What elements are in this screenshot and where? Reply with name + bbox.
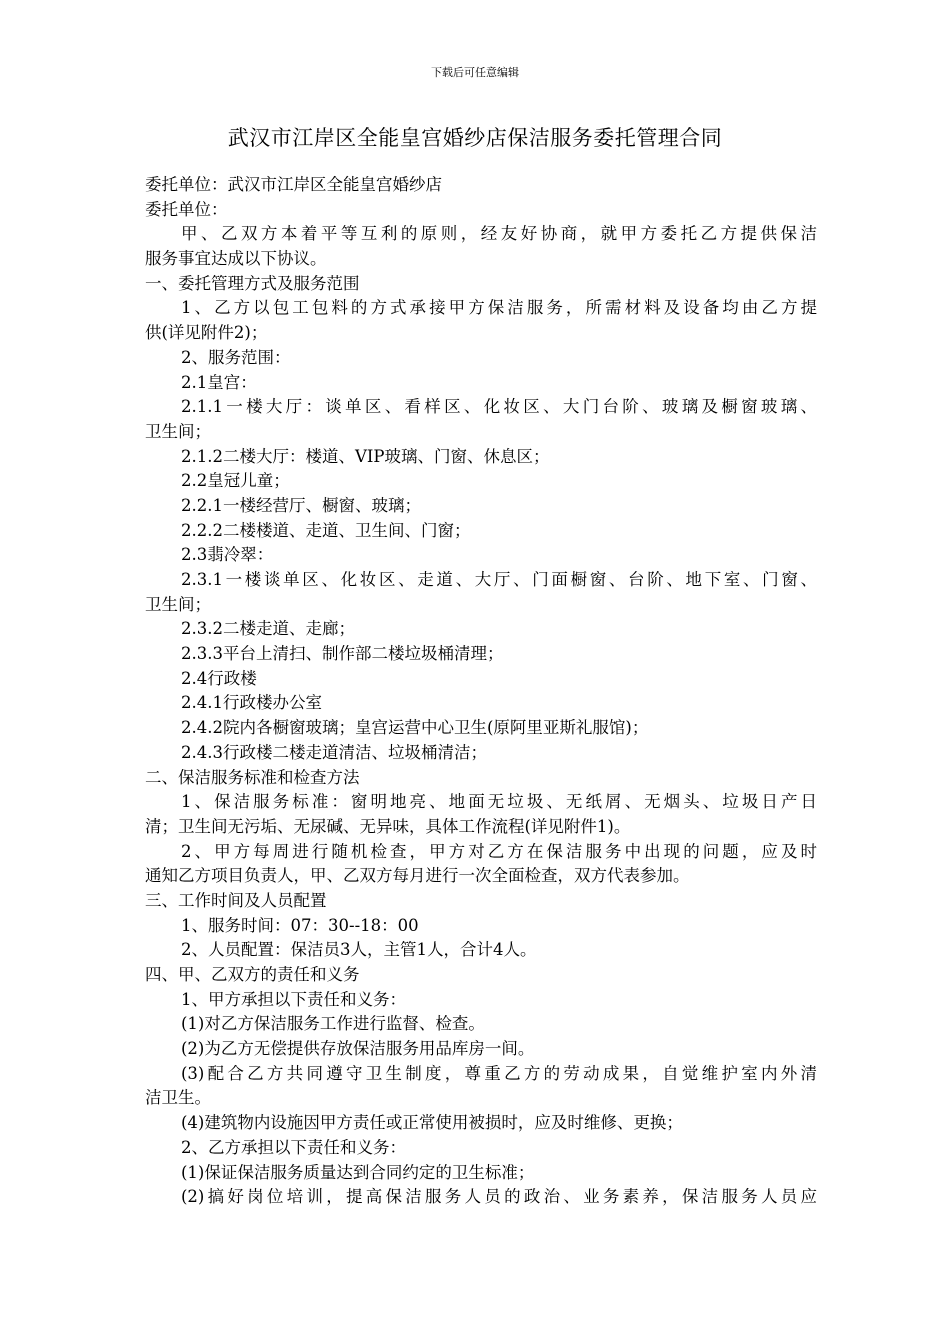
text-line: 委托单位： [145,199,228,219]
document-body [145,173,817,1210]
text-line: 清；卫生间无污垢、无尿碱、无异味，具体工作流程(详见附件1)。 [145,816,631,836]
text-line: 2.2.2二楼楼道、走道、卫生间、门窗； [181,520,471,540]
text-line: 供(详见附件2)； [145,323,268,343]
text-line: 2.4.2院内各橱窗玻璃；皇宫运营中心卫生(原阿里亚斯礼服馆)； [181,718,649,738]
section-heading: 三、工作时间及人员配置 [145,890,327,910]
text-line: 卫生间； [145,594,211,614]
header-note: 下载后可任意编辑 [431,66,519,79]
text-line: 2.3.3平台上清扫、制作部二楼垃圾桶清理； [181,644,504,664]
text-line: 2.1.1一楼大厅：谈单区、看样区、化妆区、大门台阶、玻璃及橱窗玻璃、 [181,397,817,417]
text-line: 1、服务时间：07：30--18：00 [181,915,419,935]
text-line: 1、乙方以包工包料的方式承接甲方保洁服务，所需材料及设备均由乙方提 [181,298,817,318]
text-line: 2.3翡冷翠： [181,545,274,565]
text-line: 通知乙方项目负责人，甲、乙双方每月进行一次全面检查，双方代表参加。 [145,866,690,886]
section-heading: 二、保洁服务标准和检查方法 [145,767,360,787]
text-line: (2)搞好岗位培训，提高保洁服务人员的政治、业务素养，保洁服务人员应 [181,1187,817,1207]
text-line: 2.1皇宫： [181,372,257,392]
text-line: 2.2.1一楼经营厅、橱窗、玻璃； [181,495,421,515]
text-line: (4)建筑物内设施因甲方责任或正常使用被损时，应及时维修、更换； [181,1113,683,1133]
text-line: 2.4行政楼 [181,668,257,688]
text-line: 2.1.2二楼大厅：楼道、VIP玻璃、门窗、休息区； [181,446,550,466]
text-line: 委托单位：武汉市江岸区全能皇宫婚纱店 [145,175,442,194]
text-line: 2、甲方每周进行随机检查，甲方对乙方在保洁服务中出现的问题，应及时 [181,841,817,861]
text-line: 服务事宜达成以下协议。 [145,249,327,269]
text-line: 甲、乙双方本着平等互利的原则，经友好协商，就甲方委托乙方提供保洁 [181,224,817,244]
section-heading: 四、甲、乙双方的责任和义务 [145,965,360,984]
text-line: (1)对乙方保洁服务工作进行监督、检查。 [181,1014,485,1034]
text-line: 洁卫生。 [145,1088,211,1108]
section-heading: 一、委托管理方式及服务范围 [145,273,360,293]
text-line: (3)配合乙方共同遵守卫生制度，尊重乙方的劳动成果，自觉维护室内外清 [181,1063,817,1083]
text-line: (2)为乙方无偿提供存放保洁服务用品库房一间。 [181,1039,535,1059]
text-line: 2.3.2二楼走道、走廊； [181,619,355,639]
text-line: 2.4.1行政楼办公室 [181,693,322,713]
text-line: 2.3.1一楼谈单区、化妆区、走道、大厅、门面橱窗、台阶、地下室、门窗、 [181,570,817,589]
document-title: 武汉市江岸区全能皇宫婚纱店保洁服务委托管理合同 [227,126,723,150]
text-line: 卫生间； [145,421,211,441]
text-line: 2、服务范围： [181,347,291,367]
text-line: (1)保证保洁服务质量达到合同约定的卫生标准； [181,1162,535,1182]
text-line: 1、甲方承担以下责任和义务： [181,989,406,1009]
text-line: 2、人员配置：保洁员3人，主管1人，合计4人。 [181,940,537,960]
text-line: 2.2皇冠儿童； [181,471,290,491]
text-line: 2、乙方承担以下责任和义务： [181,1137,406,1157]
text-line: 2.4.3行政楼二楼走道清洁、垃圾桶清洁； [181,742,487,762]
text-line: 1、保洁服务标准：窗明地亮、地面无垃圾、无纸屑、无烟头、垃圾日产日 [181,792,817,812]
